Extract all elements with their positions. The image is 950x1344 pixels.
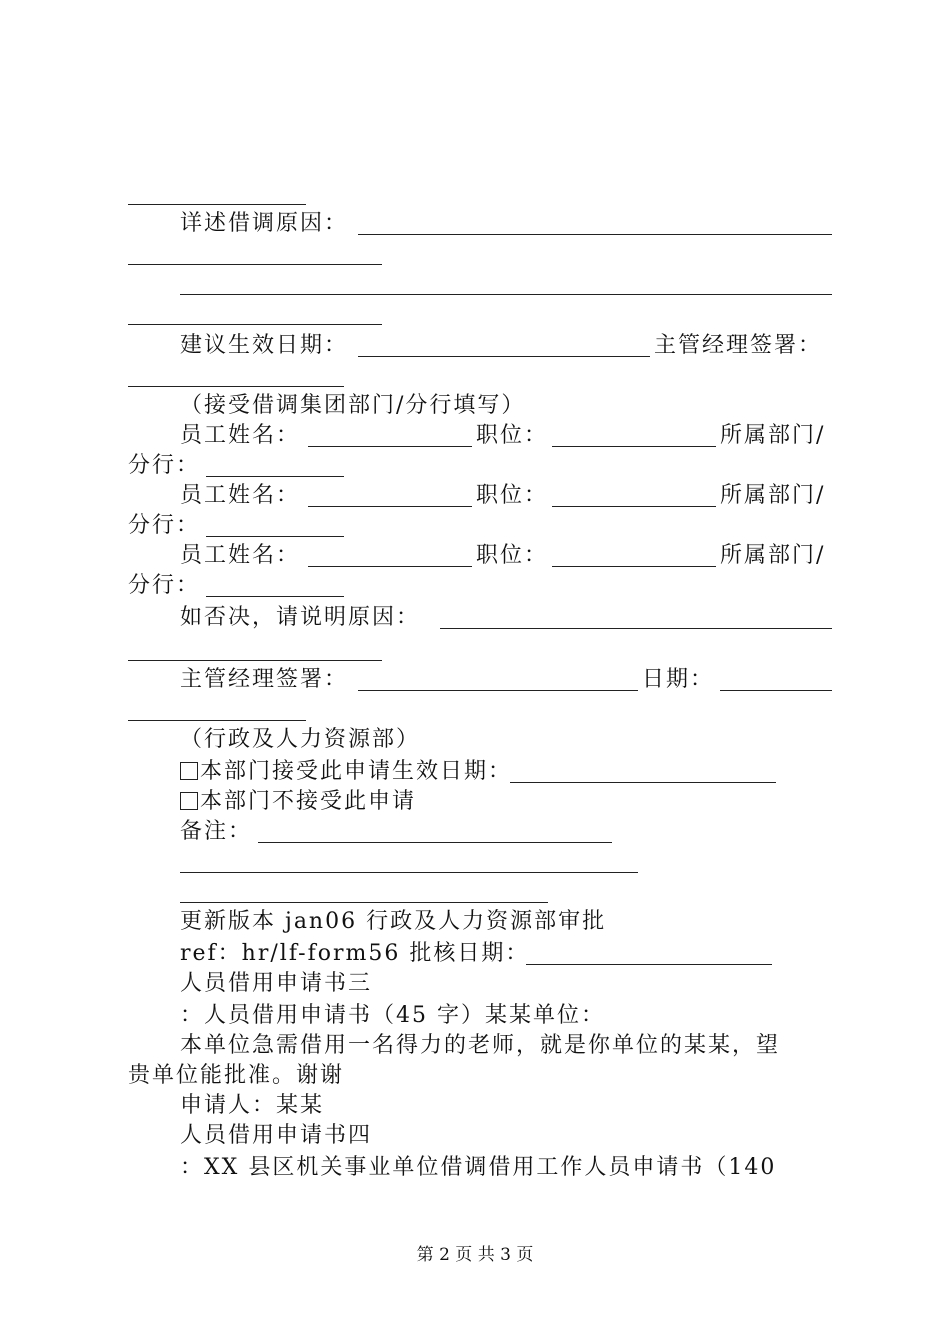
staff-position-label: 职位： bbox=[476, 543, 549, 568]
approval-date-blank[interactable] bbox=[526, 964, 772, 965]
reject-reason-blank[interactable] bbox=[440, 628, 832, 629]
reason-label: 详述借调原因： bbox=[180, 211, 349, 236]
staff-dept-label: 所属部门/ bbox=[720, 483, 826, 508]
staff-branch-label: 分行： bbox=[128, 453, 201, 478]
reject-checkbox[interactable] bbox=[180, 792, 198, 810]
article3-body-line2: 贵单位能批准。谢谢 bbox=[128, 1063, 345, 1088]
staff-branch-blank[interactable] bbox=[206, 536, 344, 537]
staff-branch-label: 分行： bbox=[128, 573, 201, 598]
article4-subtitle: ：XX 县区机关事业单位借调借用工作人员申请书（140 bbox=[180, 1155, 777, 1180]
staff-branch-blank[interactable] bbox=[206, 476, 344, 477]
version-line: 更新版本 jan06 行政及人力资源部审批 bbox=[180, 909, 607, 934]
staff-name-blank[interactable] bbox=[308, 446, 472, 447]
accept-date-blank[interactable] bbox=[510, 782, 776, 783]
date-blank[interactable] bbox=[720, 690, 832, 691]
staff-branch-blank[interactable] bbox=[206, 596, 344, 597]
article3-title: 人员借用申请书三 bbox=[180, 971, 373, 996]
accept-option[interactable] bbox=[180, 758, 512, 786]
remarks-blank[interactable] bbox=[258, 842, 612, 843]
hr-section-heading: （行政及人力资源部） bbox=[180, 727, 421, 752]
manager-sign-label: 主管经理签署： bbox=[654, 333, 823, 358]
manager-sign-label-2: 主管经理签署： bbox=[180, 667, 349, 692]
staff-name-label: 员工姓名： bbox=[180, 423, 301, 448]
receiving-section-heading: （接受借调集团部门/分行填写） bbox=[180, 393, 526, 418]
effective-date-blank[interactable] bbox=[358, 356, 650, 357]
staff-name-label: 员工姓名： bbox=[180, 483, 301, 508]
staff-position-blank[interactable] bbox=[552, 566, 716, 567]
manager-sign-blank[interactable] bbox=[128, 386, 344, 387]
staff-dept-label: 所属部门/ bbox=[720, 543, 826, 568]
blank-line bbox=[128, 660, 382, 661]
reject-reason-label: 如否决，请说明原因： bbox=[180, 605, 421, 630]
blank-line bbox=[128, 204, 306, 205]
article3-applicant: 申请人：某某 bbox=[180, 1093, 325, 1118]
blank-line bbox=[128, 324, 382, 325]
remarks-blank-3[interactable] bbox=[180, 902, 548, 903]
ref-line: ref：hr/lf-form56 批核日期： bbox=[180, 941, 530, 966]
staff-name-blank[interactable] bbox=[308, 566, 472, 567]
staff-dept-label: 所属部门/ bbox=[720, 423, 826, 448]
article4-title: 人员借用申请书四 bbox=[180, 1123, 373, 1148]
reason-blank-2[interactable] bbox=[180, 294, 832, 295]
reason-blank[interactable] bbox=[358, 234, 832, 235]
staff-position-blank[interactable] bbox=[552, 446, 716, 447]
reject-option[interactable] bbox=[180, 788, 416, 816]
article3-body-line1: 本单位急需借用一名得力的老师，就是你单位的某某，望 bbox=[180, 1033, 781, 1058]
page-footer: 第 2 页 共 3 页 bbox=[416, 1245, 534, 1265]
date-label: 日期： bbox=[642, 667, 715, 692]
article3-subtitle: ：人员借用申请书（45 字）某某单位： bbox=[180, 1003, 605, 1028]
accept-checkbox[interactable] bbox=[180, 762, 198, 780]
effective-date-label: 建议生效日期： bbox=[180, 333, 349, 358]
manager-sign-blank-2[interactable] bbox=[358, 690, 638, 691]
staff-name-blank[interactable] bbox=[308, 506, 472, 507]
staff-position-label: 职位： bbox=[476, 423, 549, 448]
staff-name-label: 员工姓名： bbox=[180, 543, 301, 568]
remarks-label: 备注： bbox=[180, 819, 253, 844]
staff-position-label: 职位： bbox=[476, 483, 549, 508]
remarks-blank-2[interactable] bbox=[180, 872, 638, 873]
accept-option-label: 本部门接受此申请生效日期： bbox=[200, 759, 513, 784]
reject-option-label: 本部门不接受此申请 bbox=[200, 789, 417, 814]
blank-line bbox=[128, 720, 306, 721]
blank-line bbox=[128, 264, 382, 265]
staff-branch-label: 分行： bbox=[128, 513, 201, 538]
staff-position-blank[interactable] bbox=[552, 506, 716, 507]
